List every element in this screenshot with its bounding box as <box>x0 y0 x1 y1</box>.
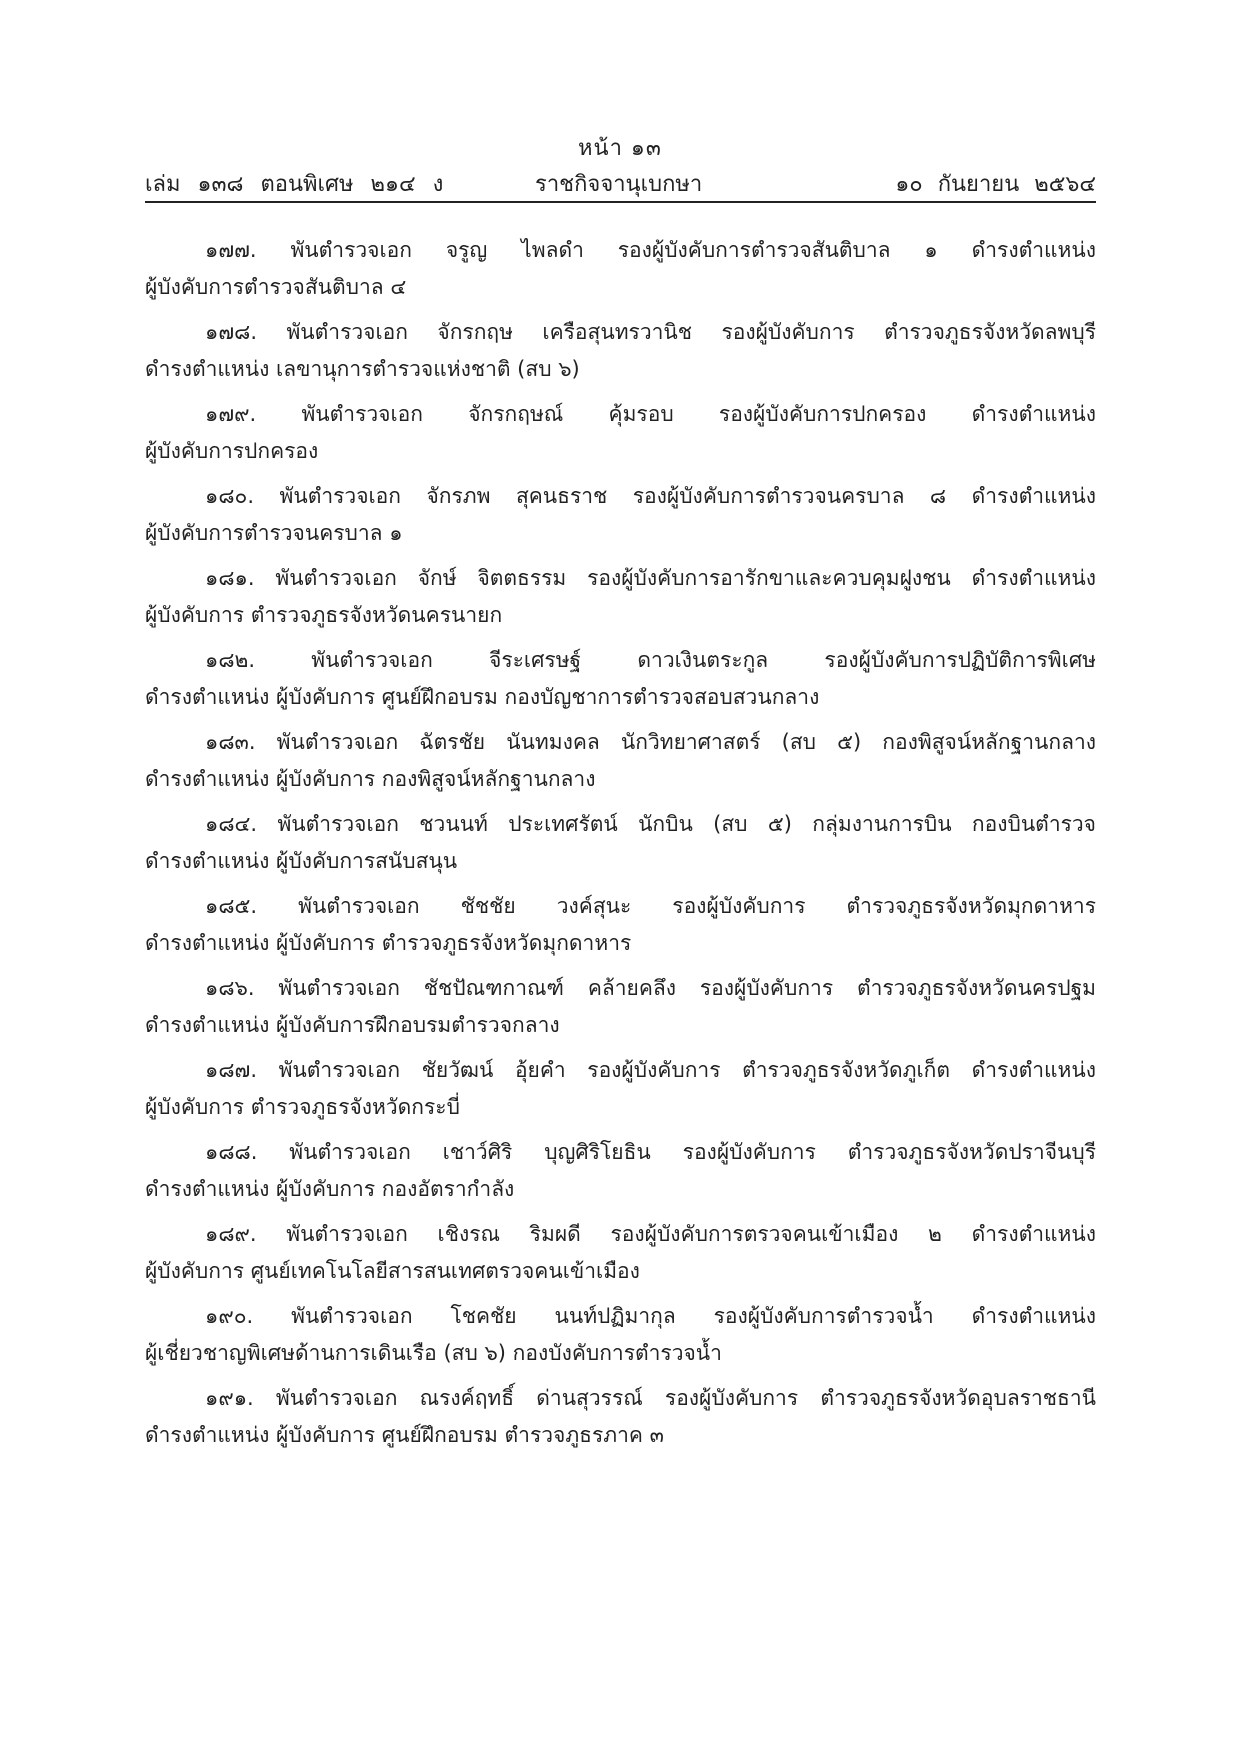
appointment-list <box>145 232 1096 1462</box>
entry-line-2: ผู้บังคับการ ศูนย์เทคโนโลยีสารสนเทศตรวจคนเข้าเมือง <box>145 1259 640 1283</box>
appointment-entry <box>145 314 1096 388</box>
appointment-entry <box>145 724 1096 798</box>
appointment-entry <box>145 888 1096 962</box>
appointment-entry <box>145 642 1096 716</box>
appointment-entry <box>145 1052 1096 1126</box>
entry-line-1: ๑๘๐. พันตำรวจเอก จักรภพ สุคนธราช รองผู้บังคับการตำรวจนครบาล ๘ ดำรงตำแหน่ง <box>205 484 1096 508</box>
entry-line-1: ๑๘๗. พันตำรวจเอก ชัยวัฒน์ อุ้ยคำ รองผู้บังคับการ ตำรวจภูธรจังหวัดภูเก็ต ดำรงตำแหน่ง <box>205 1058 1096 1082</box>
appointment-entry <box>145 970 1096 1044</box>
volume-issue: เล่ม ๑๓๘ ตอนพิเศษ ๒๑๔ ง <box>145 172 444 197</box>
entry-line-2: ดำรงตำแหน่ง ผู้บังคับการ ศูนย์ฝึกอบรม ตำรวจภูธรภาค ๓ <box>145 1423 664 1447</box>
appointment-entry <box>145 1134 1096 1208</box>
entry-line-1: ๑๘๒. พันตำรวจเอก จีระเศรษฐ์ ดาวเงินตระกูล รองผู้บังคับการปฏิบัติการพิเศษ <box>205 648 1096 672</box>
entry-line-2: ผู้บังคับการตำรวจสันติบาล ๔ <box>145 275 407 299</box>
entry-line-2: ดำรงตำแหน่ง ผู้บังคับการ กองอัตรากำลัง <box>145 1177 515 1201</box>
appointment-entry <box>145 232 1096 306</box>
entry-line-2: ผู้บังคับการตำรวจนครบาล ๑ <box>145 521 403 545</box>
entry-line-1: ๑๘๙. พันตำรวจเอก เชิงรณ ริมผดี รองผู้บังคับการตรวจคนเข้าเมือง ๒ ดำรงตำแหน่ง <box>205 1222 1096 1246</box>
entry-line-2: ดำรงตำแหน่ง เลขานุการตำรวจแห่งชาติ (สบ ๖) <box>145 357 580 381</box>
entry-line-1: ๑๗๗. พันตำรวจเอก จรูญ ไพลดำ รองผู้บังคับการตำรวจสันติบาล ๑ ดำรงตำแหน่ง <box>205 238 1096 262</box>
gazette-header <box>145 166 1096 200</box>
entry-line-2: ดำรงตำแหน่ง ผู้บังคับการฝึกอบรมตำรวจกลาง <box>145 1013 560 1037</box>
entry-line-2: ผู้บังคับการ ตำรวจภูธรจังหวัดกระบี่ <box>145 1095 460 1119</box>
entry-line-1: ๑๘๖. พันตำรวจเอก ชัชปัณฑกาณฑ์ คล้ายคลึง รองผู้บังคับการ ตำรวจภูธรจังหวัดนครปฐม <box>205 976 1096 1000</box>
entry-line-1: ๑๗๘. พันตำรวจเอก จักรกฤษ เครือสุนทรวานิช รองผู้บังคับการ ตำรวจภูธรจังหวัดลพบุรี <box>205 320 1096 344</box>
appointment-entry <box>145 478 1096 552</box>
entry-line-2: ดำรงตำแหน่ง ผู้บังคับการ ตำรวจภูธรจังหวัดมุกดาหาร <box>145 931 632 955</box>
appointment-entry <box>145 560 1096 634</box>
appointment-entry <box>145 806 1096 880</box>
header-divider <box>145 201 1096 203</box>
entry-line-2: ผู้บังคับการปกครอง <box>145 439 319 463</box>
publication-date: ๑๐ กันยายน ๒๕๖๔ <box>895 172 1096 197</box>
appointment-entry <box>145 396 1096 470</box>
entry-line-2: ดำรงตำแหน่ง ผู้บังคับการ ศูนย์ฝึกอบรม กองบัญชาการตำรวจสอบสวนกลาง <box>145 685 820 709</box>
entry-line-1: ๑๘๑. พันตำรวจเอก จักษ์ จิตตธรรม รองผู้บังคับการอารักขาและควบคุมฝูงชน ดำรงตำแหน่ง <box>205 566 1096 590</box>
entry-line-1: ๑๙๑. พันตำรวจเอก ณรงค์ฤทธิ์ ด่านสุวรรณ์ รองผู้บังคับการ ตำรวจภูธรจังหวัดอุบลราชธานี <box>205 1386 1096 1410</box>
entry-line-1: ๑๘๘. พันตำรวจเอก เชาว์ศิริ บุญศิริโยธิน รองผู้บังคับการ ตำรวจภูธรจังหวัดปราจีนบุรี <box>205 1140 1096 1164</box>
entry-line-2: ผู้เชี่ยวชาญพิเศษด้านการเดินเรือ (สบ ๖) กองบังคับการตำรวจน้ำ <box>145 1341 722 1365</box>
appointment-entry <box>145 1298 1096 1372</box>
entry-line-1: ๑๘๕. พันตำรวจเอก ชัชชัย วงค์สุนะ รองผู้บังคับการ ตำรวจภูธรจังหวัดมุกดาหาร <box>205 894 1096 918</box>
appointment-entry <box>145 1380 1096 1454</box>
publication-title: ราชกิจจานุเบกษา <box>535 172 703 197</box>
entry-line-2: ผู้บังคับการ ตำรวจภูธรจังหวัดนครนายก <box>145 603 503 627</box>
entry-line-2: ดำรงตำแหน่ง ผู้บังคับการ กองพิสูจน์หลักฐานกลาง <box>145 767 596 791</box>
entry-line-1: ๑๘๔. พันตำรวจเอก ชวนนท์ ประเทศรัตน์ นักบิน (สบ ๕) กลุ่มงานการบิน กองบินตำรวจ <box>205 812 1096 836</box>
entry-line-1: ๑๗๙. พันตำรวจเอก จักรกฤษณ์ คุ้มรอบ รองผู้บังคับการปกครอง ดำรงตำแหน่ง <box>205 402 1096 426</box>
entry-line-2: ดำรงตำแหน่ง ผู้บังคับการสนับสนุน <box>145 849 458 873</box>
appointment-entry <box>145 1216 1096 1290</box>
entry-line-1: ๑๙๐. พันตำรวจเอก โชคชัย นนท์ปฏิมากุล รองผู้บังคับการตำรวจน้ำ ดำรงตำแหน่ง <box>205 1304 1096 1328</box>
entry-line-1: ๑๘๓. พันตำรวจเอก ฉัตรชัย นันทมงคล นักวิทยาศาสตร์ (สบ ๕) กองพิสูจน์หลักฐานกลาง <box>205 730 1096 754</box>
page-number: หน้า ๑๓ <box>578 136 662 161</box>
